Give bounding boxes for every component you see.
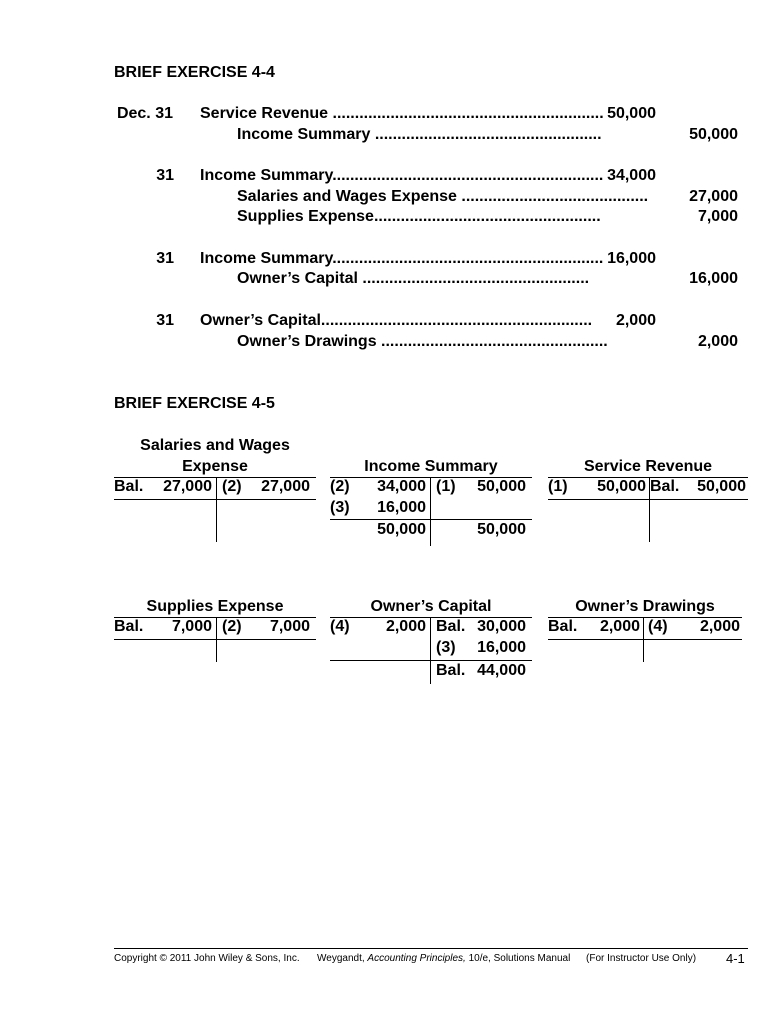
footer-note: (For Instructor Use Only) <box>586 953 697 964</box>
t-account-title: Owner’s Capital <box>370 598 492 615</box>
t-total: 50,000 <box>377 521 426 538</box>
t-amount: 16,000 <box>477 639 526 656</box>
t-account-title: Income Summary <box>364 458 498 475</box>
t-amount: 7,000 <box>269 618 310 635</box>
entry-date: 31 <box>156 250 174 267</box>
t-amount: 30,000 <box>477 618 526 635</box>
t-account-title: Expense <box>182 458 248 475</box>
t-account-service-revenue <box>548 435 748 542</box>
entry-date: Dec. 31 <box>116 105 173 122</box>
t-account-title <box>548 435 748 456</box>
t-amount: 27,000 <box>163 478 212 495</box>
page-footer <box>114 948 748 966</box>
footer-source: Weygandt, Accounting Principles, 10/e, Solutions Manual <box>317 953 571 964</box>
t-total: 50,000 <box>477 521 526 538</box>
credit-amount: 27,000 <box>689 188 738 205</box>
t-ref: (1) <box>548 478 568 495</box>
t-amount: 50,000 <box>697 478 746 495</box>
credit-account: Income Summary ................................................... <box>237 126 602 143</box>
credit-amount: 16,000 <box>689 270 738 287</box>
t-account-owners-drawings <box>548 596 742 662</box>
t-account-title: Service Revenue <box>583 458 713 475</box>
debit-amount: 2,000 <box>615 312 656 329</box>
debit-amount: 50,000 <box>607 105 656 122</box>
t-ref: (2) <box>330 478 350 495</box>
t-ref: Bal. <box>436 662 466 679</box>
t-amount: 34,000 <box>377 478 426 495</box>
t-ref: (2) <box>222 618 242 635</box>
t-ref: Bal. <box>114 478 144 495</box>
heading-be-4-5: BRIEF EXERCISE 4-5 <box>114 395 275 412</box>
credit-account: Supplies Expense................................................... <box>237 208 601 225</box>
t-account-owners-capital <box>330 596 532 684</box>
credit-account: Owner’s Drawings ................................................... <box>237 333 608 350</box>
debit-account: Income Summary............................................................. <box>200 167 604 184</box>
t-amount: 2,000 <box>599 618 640 635</box>
debit-account: Service Revenue ............................................................. <box>200 105 604 122</box>
credit-amount: 50,000 <box>689 126 738 143</box>
t-ref: Bal. <box>548 618 578 635</box>
t-account-salaries-wages-expense <box>114 435 316 542</box>
debit-amount: 34,000 <box>607 167 656 184</box>
debit-account: Income Summary............................................................. <box>200 250 604 267</box>
t-balance: 44,000 <box>477 662 526 679</box>
t-ref: Bal. <box>436 618 466 635</box>
t-account-title <box>330 435 532 456</box>
heading-be-4-4: BRIEF EXERCISE 4-4 <box>114 64 275 81</box>
t-ref: Bal. <box>114 618 144 635</box>
t-amount: 50,000 <box>477 478 526 495</box>
credit-amount: 7,000 <box>697 208 738 225</box>
t-ref: (3) <box>436 639 456 656</box>
t-account-title: Owner’s Drawings <box>575 598 715 615</box>
t-account-title: Supplies Expense <box>146 598 284 615</box>
t-account-income-summary <box>330 435 532 546</box>
t-amount: 16,000 <box>377 499 426 516</box>
t-ref: (3) <box>330 499 350 516</box>
t-amount: 2,000 <box>699 618 740 635</box>
t-ref: Bal. <box>650 478 680 495</box>
footer-copyright: Copyright © 2011 John Wiley & Sons, Inc. <box>114 953 300 964</box>
debit-account: Owner’s Capital............................................................. <box>200 312 593 329</box>
t-ref: (4) <box>648 618 668 635</box>
t-amount: 50,000 <box>597 478 646 495</box>
entry-date: 31 <box>156 167 174 184</box>
t-amount: 27,000 <box>261 478 310 495</box>
t-account-title: Salaries and Wages <box>140 437 290 454</box>
t-ref: (2) <box>222 478 242 495</box>
debit-amount: 16,000 <box>607 250 656 267</box>
t-ref: (1) <box>436 478 456 495</box>
t-account-supplies-expense <box>114 596 316 662</box>
t-amount: 2,000 <box>385 618 426 635</box>
credit-account: Salaries and Wages Expense .......................................... <box>237 188 649 205</box>
credit-account: Owner’s Capital ................................................... <box>237 270 590 287</box>
t-amount: 7,000 <box>171 618 212 635</box>
entry-date: 31 <box>156 312 174 329</box>
credit-amount: 2,000 <box>697 333 738 350</box>
t-ref: (4) <box>330 618 350 635</box>
page-number: 4-1 <box>726 951 745 966</box>
